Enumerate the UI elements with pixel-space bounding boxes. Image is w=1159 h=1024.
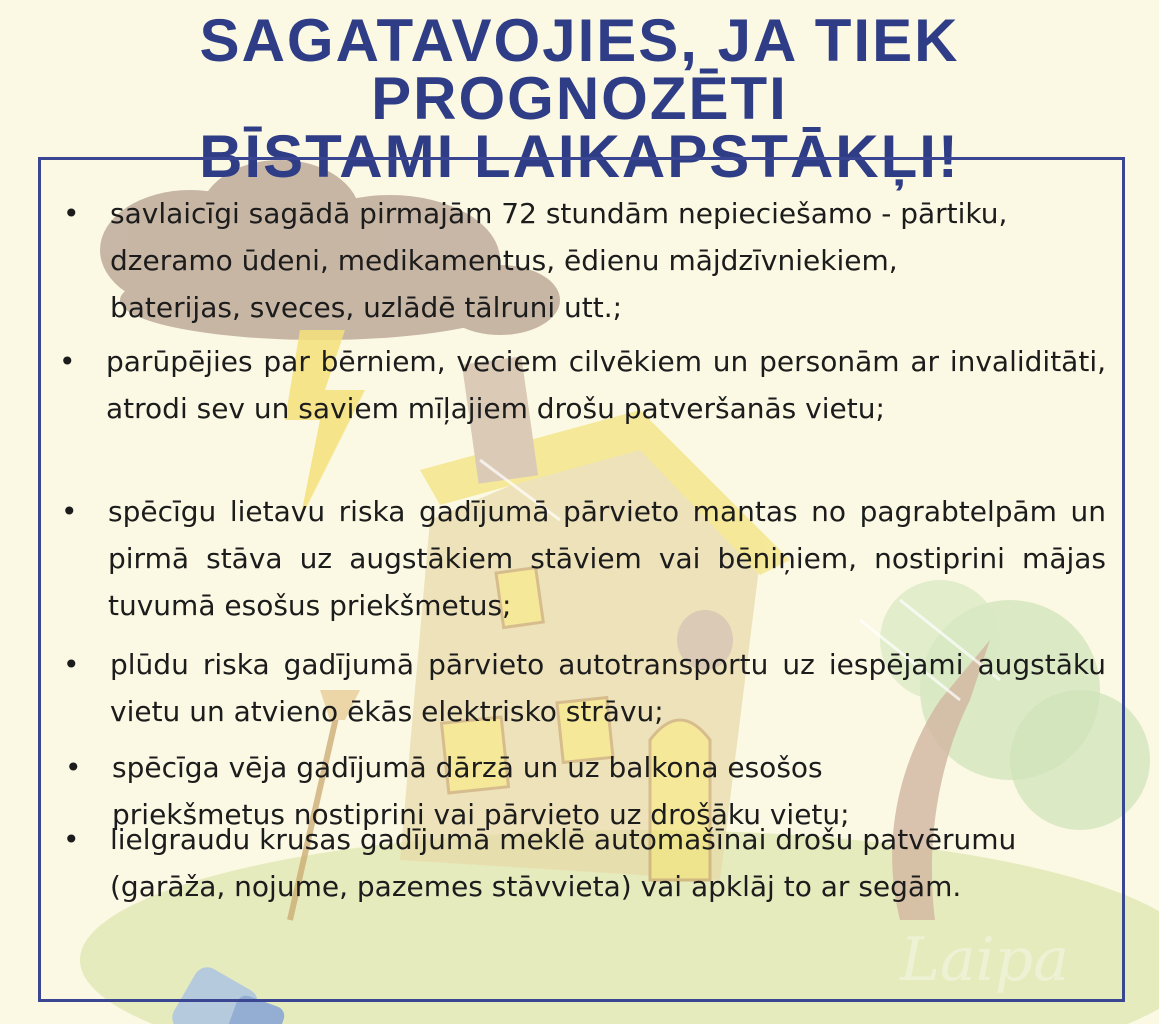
list-item-text: spēcīgu lietavu riska gadījumā pārvieto mantas no pagrabtelpām un pirmā stāva uz augstākiem stāviem vai bēniņiem, nostiprini mājas tuvumā esošus priekšmetus; [108,495,1106,622]
watermark: Laipa [900,925,1069,995]
list-item [63,641,1106,735]
bullet-marker: • [63,823,80,856]
title-line-2: BĪSTAMI LAIKAPSTĀKĻI! [199,123,960,190]
bullet-marker: • [63,197,80,230]
list-item-text: lielgraudu krusas gadījumā meklē automašīnai drošu patvērumu (garāža, nojume, pazemes stāvvieta) vai apklāj to ar segām. [110,823,1017,903]
title-line-1: SAGATAVOJIES, JA TIEK PROGNOZĒTI [199,7,960,132]
list-item-text: plūdu riska gadījumā pārvieto autotransportu uz iespējami augstāku vietu un atvieno ēkās elektrisko strāvu; [110,648,1106,728]
list-item [59,338,1106,432]
list-item-text: savlaicīgi sagādā pirmajām 72 stundām nepieciešamo - pārtiku, dzeramo ūdeni, medikamentus, ēdienu mājdzīvniekiem, baterijas, sveces, uzlādē tālruni utt.; [110,197,1008,324]
bullet-marker: • [59,345,76,378]
list-item-text: spēcīga vēja gadījumā dārzā un uz balkona esošos priekšmetus nostiprini vai pārvieto uz drošāku vietu; [112,751,850,831]
list-item-text: parūpējies par bērniem, veciem cilvēkiem un personām ar invaliditāti, atrodi sev un saviem mīļajiem drošu patveršanās vietu; [106,345,1106,425]
list-item [63,190,1020,331]
list-item [61,488,1106,629]
bullet-marker: • [65,751,82,784]
bullet-marker: • [61,495,78,528]
list-item [63,816,1100,910]
bullet-marker: • [63,648,80,681]
